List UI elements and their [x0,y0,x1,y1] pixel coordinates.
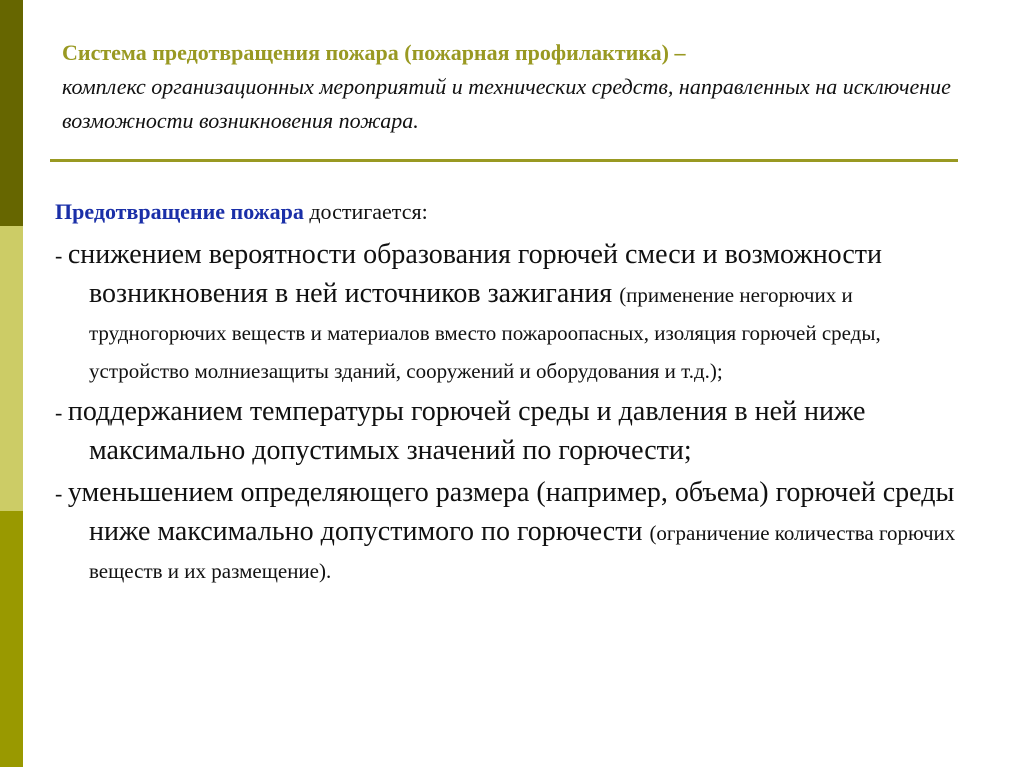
title-definition: комплекс организационных мероприятий и технических средств, направленных на исключение возможности возникновения пожара. [62,74,951,133]
sidebar-accent-dark [0,0,23,226]
sidebar-accent-light [0,226,23,511]
item-dash: - [55,243,68,268]
list-item [55,474,975,589]
list-item [55,393,975,470]
item-dash: - [55,481,68,506]
item-text: поддержанием температуры горючей среды и давления в ней ниже максимально допустимых значений по горючести; [67,396,866,466]
lead-sentence [55,192,975,232]
lead-rest: достигается: [303,199,428,224]
sidebar-accent-mid [0,511,23,767]
item-text: снижением вероятности образования горючей смеси и возможности возникновения в ней источников зажигания [67,239,883,309]
item-note: (ограничение количества горючих веществ и их размещение). [89,521,956,583]
slide-title [62,36,962,138]
title-term: Система предотвращения пожара (пожарная профилактика) – [62,40,686,65]
slide-body [55,192,975,589]
item-note: (применение негорючих и трудногорючих веществ и материалов вместо пожароопасных, изоляция горючей среды, устройство молниезащиты зданий, сооружений и оборудования и т.д.); [89,283,881,383]
lead-term: Предотвращение пожара [55,199,304,224]
item-dash: - [55,400,68,425]
list-item [55,236,975,389]
item-text: уменьшением определяющего размера (например, объема) горючей среды ниже максимально допустимого по горючести [67,477,955,547]
title-divider [50,159,958,162]
